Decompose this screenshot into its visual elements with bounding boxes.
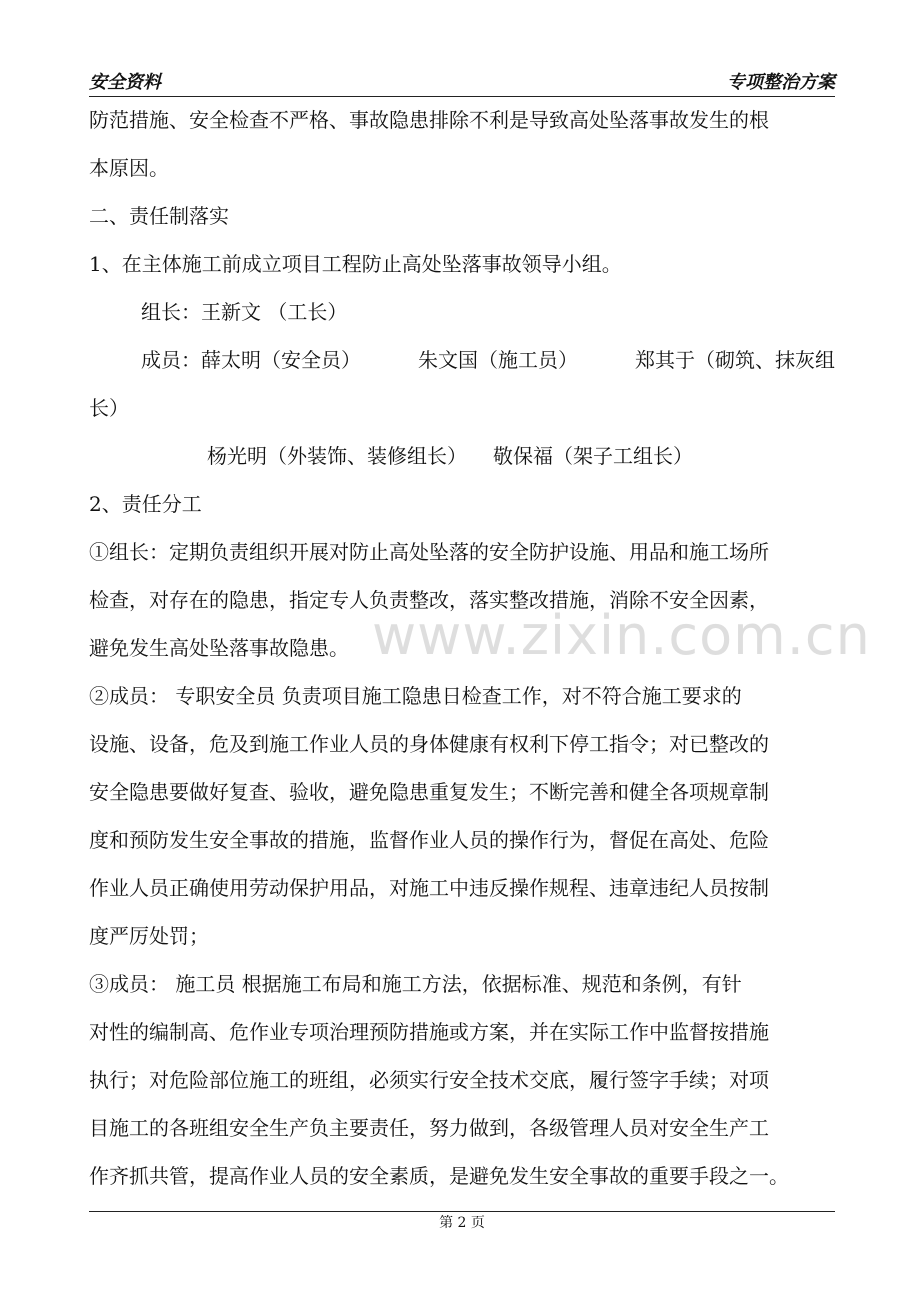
paragraph-line: 作齐抓共管，提高作业人员的安全素质，是避免发生安全事故的重要手段之一。 — [89, 1164, 789, 1188]
section-heading: 二、责任制落实 — [89, 204, 229, 228]
paragraph-line: 避免发生高处坠落事故隐患。 — [89, 636, 349, 660]
paragraph-line: 目施工的各班组安全生产负主要责任，努力做到，各级管理人员对安全生产工 — [89, 1116, 769, 1140]
paragraph-line: 执行；对危险部位施工的班组，必须实行安全技术交底，履行签字手续；对项 — [89, 1068, 769, 1092]
header-left-title: 安全资料 — [89, 72, 161, 93]
member-item: 朱文国（施工员） — [418, 348, 578, 372]
subsection-heading: 2、责任分工 — [89, 492, 202, 516]
paragraph-line: 设施、设备，危及到施工作业人员的身体健康有权利下停工指令；对已整改的 — [89, 732, 769, 756]
paragraph-line: 安全隐患要做好复查、验收，避免隐患重复发生；不断完善和健全各项规章制 — [89, 780, 769, 804]
document-body — [89, 96, 835, 1200]
page-header — [89, 72, 835, 97]
header-right-title: 专项整治方案 — [727, 72, 835, 93]
member-item: 成员：薛太明（安全员） — [141, 348, 361, 372]
paragraph-line: 对性的编制高、危作业专项治理预防措施或方案，并在实际工作中监督按措施 — [89, 1020, 769, 1044]
paragraph-line: ③成员： 施工员 根据施工布局和施工方法，依据标准、规范和条例，有针 — [89, 972, 742, 996]
group-members-line-2 — [89, 432, 835, 480]
member-item: 郑其于（砌筑、抹灰组 — [635, 348, 835, 372]
paragraph-line: 作业人员正确使用劳动保护用品，对施工中违反操作规程、违章违纪人员按制 — [89, 876, 769, 900]
page-footer — [89, 1211, 835, 1233]
member-item: 杨光明（外装饰、装修组长） — [207, 444, 467, 468]
paragraph-line: 本原因。 — [89, 156, 169, 180]
paragraph-line: 检查，对存在的隐患，指定专人负责整改，落实整改措施，消除不安全因素， — [89, 588, 769, 612]
subsection-heading: 1、在主体施工前成立项目工程防止高处坠落事故领导小组。 — [89, 252, 622, 276]
member-item: 敬保福（架子工组长） — [493, 444, 693, 468]
group-members-line — [89, 336, 835, 384]
watermark: www.zixin.com.cn — [372, 604, 871, 667]
paragraph-line: 长） — [89, 396, 129, 420]
paragraph-line: 度严厉处罚； — [89, 924, 209, 948]
paragraph-line: 防范措施、安全检查不严格、事故隐患排除不利是导致高处坠落事故发生的根 — [89, 108, 769, 132]
paragraph-line: 度和预防发生安全事故的措施，监督作业人员的操作行为，督促在高处、危险 — [89, 828, 769, 852]
group-leader-line: 组长：王新文 （工长） — [141, 300, 348, 324]
page-number: 第 2 页 — [439, 1215, 485, 1231]
paragraph-line: ①组长：定期负责组织开展对防止高处坠落的安全防护设施、用品和施工场所 — [89, 540, 769, 564]
paragraph-line: ②成员： 专职安全员 负责项目施工隐患日检查工作，对不符合施工要求的 — [89, 684, 742, 708]
